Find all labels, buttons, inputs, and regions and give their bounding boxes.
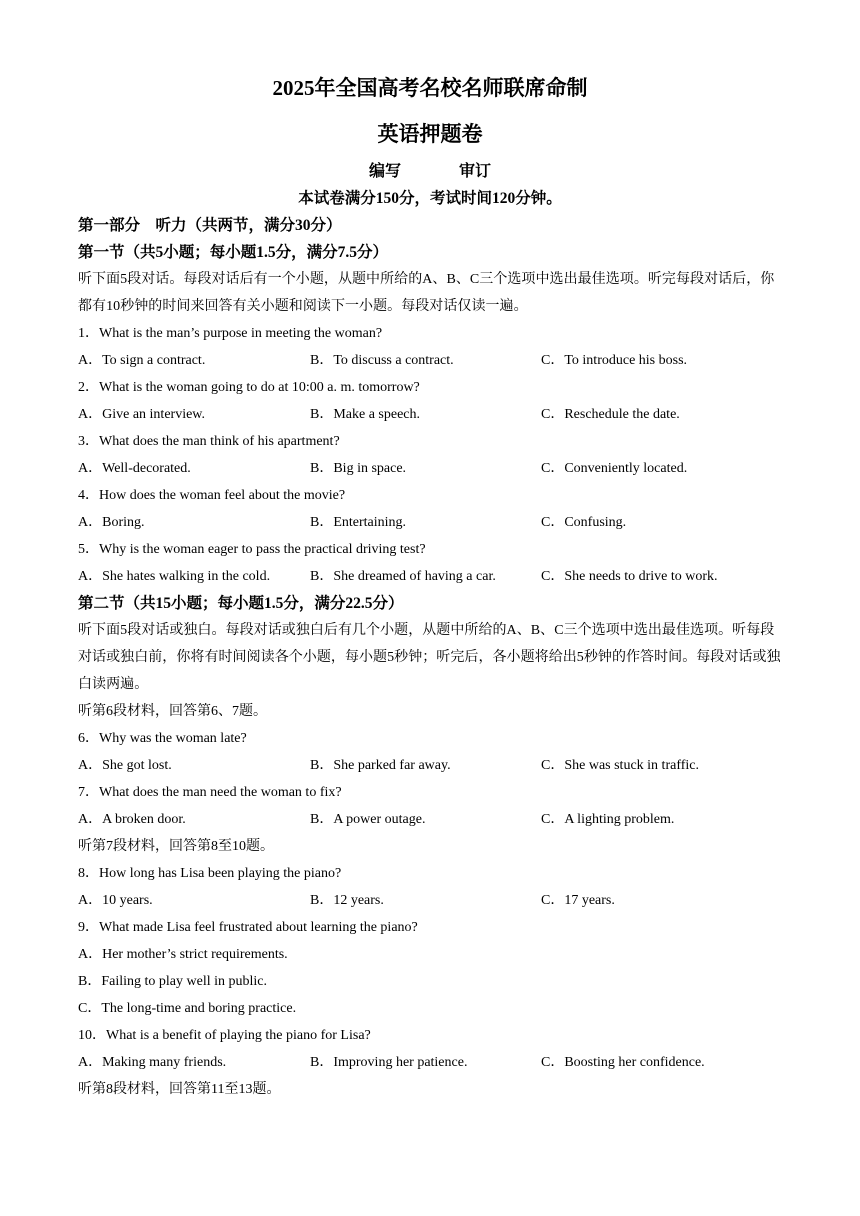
question-stem: 2．What is the woman going to do at 10:00 a. m. tomorrow?: [78, 380, 420, 395]
option-b: B．Improving her patience.: [310, 1055, 468, 1070]
option-b: B．Failing to play well in public.: [78, 974, 267, 989]
option-c: C．Reschedule the date.: [541, 407, 680, 422]
option-c: C．17 years.: [541, 893, 615, 908]
question-options: [78, 347, 788, 374]
exam-subtitle: 英语押题卷: [377, 122, 483, 146]
score-note: 本试卷满分150分，考试时间120分钟。: [298, 190, 562, 207]
question-stem: 7．What does the man need the woman to fix?: [78, 785, 342, 800]
option-a: A．Making many friends.: [78, 1055, 227, 1070]
option-a: A．Boring.: [78, 515, 145, 530]
question-options: [78, 509, 788, 536]
option-b: B．Big in space.: [310, 461, 407, 476]
question-options: [78, 455, 788, 482]
question-stem: 5．Why is the woman eager to pass the practical driving test?: [78, 542, 426, 557]
question-options: [78, 752, 788, 779]
option-a: A．Well-decorated.: [78, 461, 191, 476]
section2-heading: 第二节（共15小题；每小题1.5分，满分22.5分）: [78, 595, 404, 612]
option-a: A．She got lost.: [78, 758, 172, 773]
option-c: C．Confusing.: [541, 515, 627, 530]
option-b: B．Make a speech.: [310, 407, 421, 422]
option-b: B．She dreamed of having a car.: [310, 569, 496, 584]
reviewer-label: 审订: [459, 163, 492, 180]
question-options: [78, 806, 788, 833]
option-a: A．To sign a contract.: [78, 353, 206, 368]
option-b: B．12 years.: [310, 893, 384, 908]
option-c: C．Conveniently located.: [541, 461, 688, 476]
option-a: A．Her mother’s strict requirements.: [78, 947, 288, 962]
author-label: 编写: [368, 163, 401, 180]
question-options: [78, 563, 788, 590]
section1-heading: 第一节（共5小题；每小题1.5分，满分7.5分）: [78, 244, 389, 261]
question-stem: 4．How does the woman feel about the movie?: [78, 488, 346, 503]
material-7-note: 听第7段材料，回答第8至10题。: [78, 839, 274, 854]
option-c: C．A lighting problem.: [541, 812, 675, 827]
option-c: C．She needs to drive to work.: [541, 569, 718, 584]
option-b: B．Entertaining.: [310, 515, 407, 530]
author-line: [0, 158, 860, 181]
part1-heading: 第一部分 听力（共两节，满分30分）: [78, 217, 342, 234]
question-stem: 3．What does the man think of his apartment?: [78, 434, 340, 449]
question-options: [78, 887, 788, 914]
option-c: C．The long-time and boring practice.: [78, 1001, 297, 1016]
material-6-note: 听第6段材料，回答第6、7题。: [78, 704, 267, 719]
option-b: B．To discuss a contract.: [310, 353, 454, 368]
question-options: [78, 1049, 788, 1076]
option-a: A．Give an interview.: [78, 407, 205, 422]
option-a: A．10 years.: [78, 893, 153, 908]
option-c: C．Boosting her confidence.: [541, 1055, 705, 1070]
section1-instructions: 听下面5段对话。每段对话后有一个小题，从题中所给的A、B、C三个选项中选出最佳选项。听完每段对话后，你都有10秒钟的时间来回答有关小题和阅读下一小题。每段对话仅读一遍。: [78, 272, 775, 314]
option-b: B．A power outage.: [310, 812, 426, 827]
question-stem: 6．Why was the woman late?: [78, 731, 247, 746]
option-c: C．To introduce his boss.: [541, 353, 688, 368]
option-a: A．She hates walking in the cold.: [78, 569, 271, 584]
option-b: B．She parked far away.: [310, 758, 451, 773]
question-stem: 8．How long has Lisa been playing the piano?: [78, 866, 342, 881]
section2-instructions: 听下面5段对话或独白。每段对话或独白后有几个小题，从题中所给的A、B、C三个选项中选出最佳选项。听每段对话或独白前，你将有时间阅读各个小题，每小题5秒钟；听完后，各小题将给出5秒钟的作答时间。每段对话或独白读两遍。: [78, 623, 781, 692]
exam-content: [78, 212, 788, 1103]
exam-title: 2025年全国高考名校名师联席命制: [272, 76, 588, 100]
question-options: [78, 401, 788, 428]
question-stem: 10．What is a benefit of playing the piano for Lisa?: [78, 1028, 371, 1043]
question-stem: 1．What is the man’s purpose in meeting the woman?: [78, 326, 383, 341]
material-8-note: 听第8段材料，回答第11至13题。: [78, 1082, 281, 1097]
question-stem: 9．What made Lisa feel frustrated about learning the piano?: [78, 920, 418, 935]
option-a: A．A broken door.: [78, 812, 186, 827]
option-c: C．She was stuck in traffic.: [541, 758, 699, 773]
